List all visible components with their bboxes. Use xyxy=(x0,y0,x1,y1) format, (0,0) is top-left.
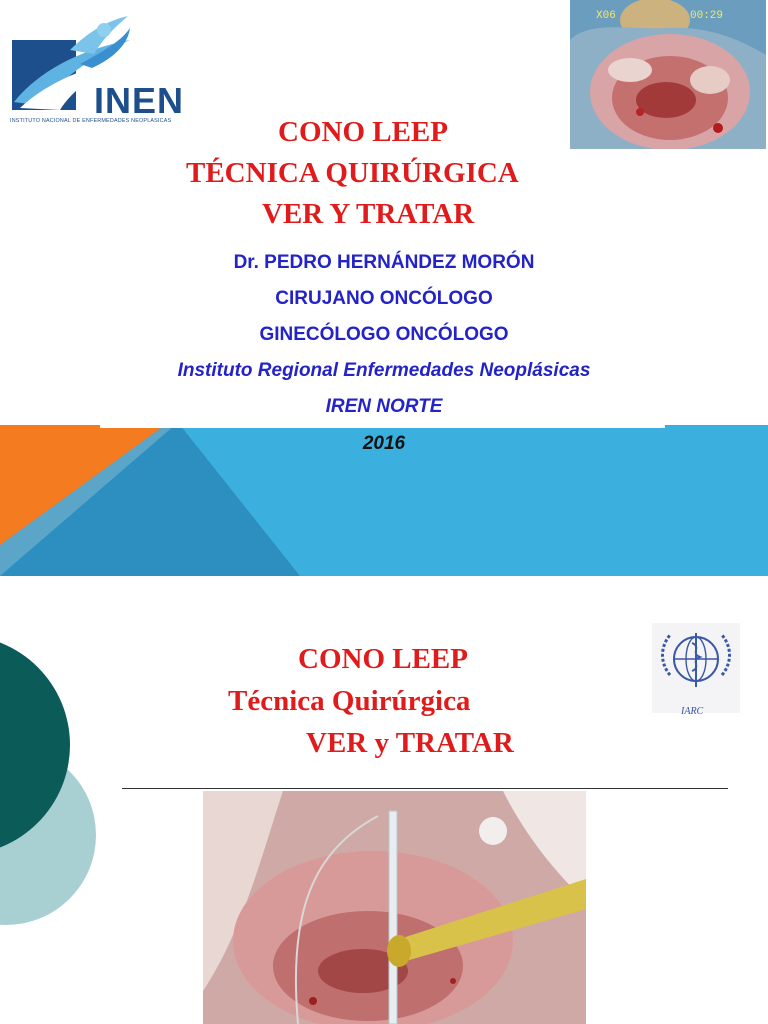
logo-wordmark: INEN xyxy=(94,80,185,121)
colposcopy-image xyxy=(570,0,766,149)
presentation-year: 2016 xyxy=(362,433,406,454)
slide2-title-line-3: VER y TRATAR xyxy=(306,727,514,759)
leep-procedure-photo xyxy=(203,791,586,1024)
photo-zoom-readout: X06 xyxy=(596,10,616,22)
title-line-3: VER Y TRATAR xyxy=(262,198,475,230)
iarc-label: IARC xyxy=(681,706,704,717)
decorative-circles xyxy=(0,585,110,1024)
slide2-title-line-1: CONO LEEP xyxy=(298,643,468,675)
slide2-title-line-2: Técnica Quirúrgica xyxy=(228,685,471,717)
colposcopy-photo xyxy=(570,0,766,149)
slide-separator xyxy=(0,576,768,585)
author-name: Dr. PEDRO HERNÁNDEZ MORÓN xyxy=(233,252,535,273)
author-role-1: CIRUJANO ONCÓLOGO xyxy=(275,288,493,309)
title-divider xyxy=(122,788,728,789)
logo-subtitle: INSTITUTO NACIONAL DE ENFERMEDADES NEOPLASICAS xyxy=(10,118,172,124)
who-emblem-icon xyxy=(652,623,740,713)
author-institution-short: IREN NORTE xyxy=(325,396,443,417)
slide-2 xyxy=(0,585,768,1024)
leep-procedure-image xyxy=(203,791,586,1024)
author-institution: Instituto Regional Enfermedades Neoplásicas xyxy=(177,360,591,381)
inen-logo xyxy=(10,10,192,124)
title-line-1: CONO LEEP xyxy=(278,116,448,148)
photo-time-readout: 00:29 xyxy=(690,10,724,22)
title-line-2: TÉCNICA QUIRÚRGICA xyxy=(186,157,519,189)
author-role-2: GINECÓLOGO ONCÓLOGO xyxy=(259,324,509,345)
iarc-logo xyxy=(652,623,740,713)
